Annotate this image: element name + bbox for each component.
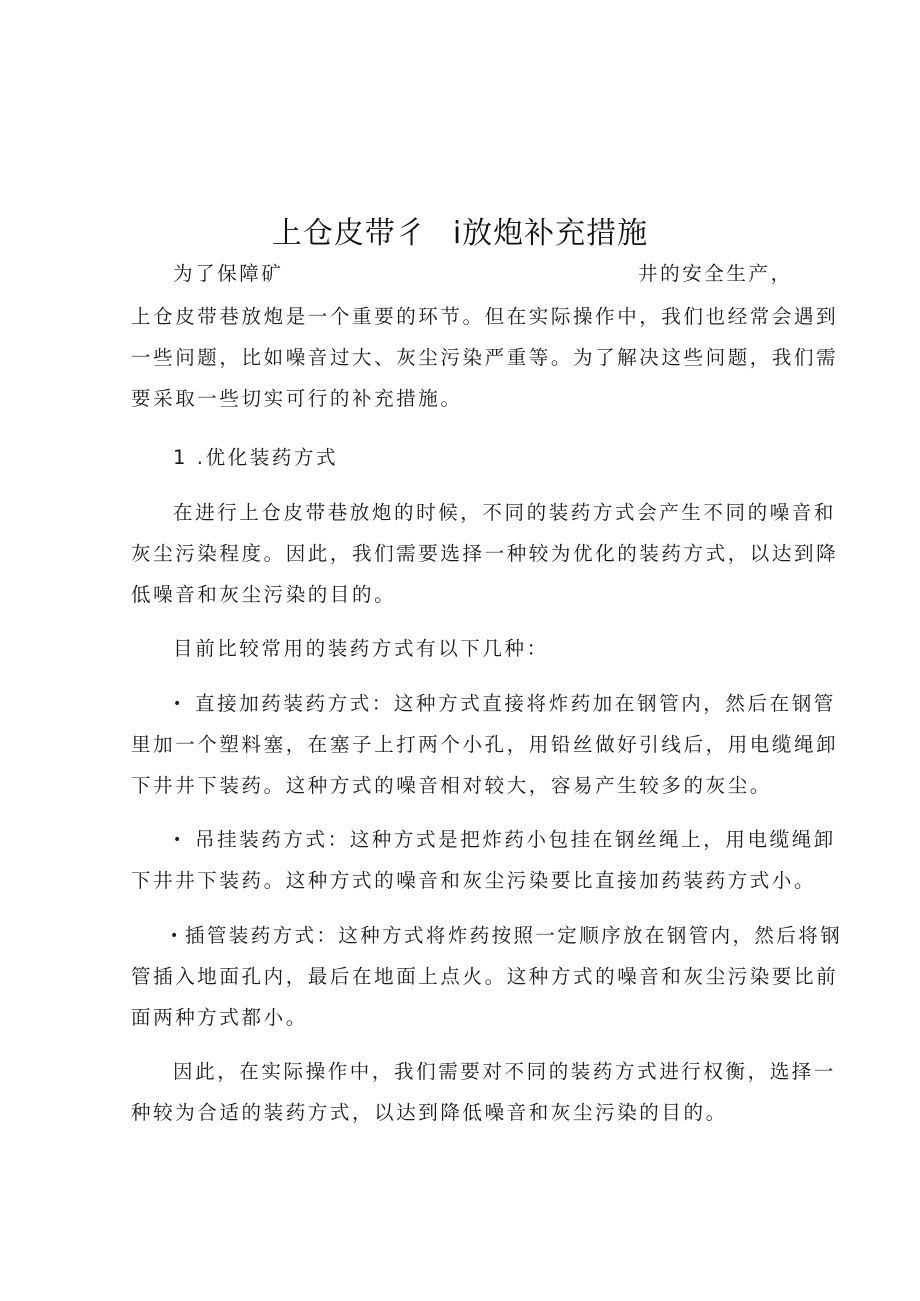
intro-line-3: 一些问题，比如噪音过大、灰尘污染严重等。为了解决这些问题，我们需 [131,346,839,369]
title-part-1: 上仓皮带彳 [271,216,427,251]
intro-line-1-right: 井的安全生产， [638,262,793,285]
para-2-line-1: 目前比较常用的装药方式有以下几种： [173,637,549,660]
bullet-2-line-2: 下井井下装药。这种方式的噪音和灰尘污染要比直接加药装药方式小。 [131,869,817,892]
para-1-line-1: 在进行上仓皮带巷放炮的时候，不同的装药方式会产生不同的噪音和 [173,501,837,524]
bullet-3-line-2: 管插入地面孔内，最后在地面上点火。这种方式的噪音和灰尘污染要比前 [131,965,839,988]
intro-line-2: 上仓皮带巷放炮是一个重要的环节。但在实际操作中，我们也经常会遇到 [131,305,839,328]
bullet-1-line-3: 下井井下装药。这种方式的噪音相对较大，容易产生较多的灰尘。 [131,774,772,797]
section-1-heading: 1 .优化装药方式 [173,446,339,469]
conclusion-line-1: 因此，在实际操作中，我们需要对不同的装药方式进行权衡，选择一 [173,1060,837,1083]
bullet-1-marker: • [173,696,182,712]
document-title [0,212,920,256]
intro-line-4: 要采取一些切实可行的补充措施。 [131,387,463,410]
bullet-2-marker: • [173,832,182,848]
conclusion-line-2: 种较为合适的装药方式，以达到降低噪音和灰尘污染的目的。 [131,1101,728,1124]
para-1-line-2: 灰尘污染程度。因此，我们需要选择一种较为优化的装药方式，以达到降 [131,542,839,565]
para-1-line-3: 低噪音和灰尘污染的目的。 [131,583,397,606]
intro-line-1-left: 为了保障矿 [173,262,284,285]
title-part-2: i放炮补充措施 [452,216,649,251]
bullet-1-line-1: 直接加药装药方式：这种方式直接将炸药加在钢管内，然后在钢管 [195,692,836,715]
bullet-3-line-3: 面两种方式都小。 [131,1006,308,1029]
bullet-3-marker: • [170,928,179,944]
bullet-1-line-2: 里加一个塑料塞，在塞子上打两个小孔，用铅丝做好引线后，用电缆绳卸 [131,733,839,756]
bullet-3-line-1: 插管装药方式：这种方式将炸药按照一定顺序放在钢管内，然后将钢 [185,924,843,947]
bullet-2-line-1: 吊挂装药方式：这种方式是把炸药小包挂在钢丝绳上，用电缆绳卸 [195,828,836,851]
